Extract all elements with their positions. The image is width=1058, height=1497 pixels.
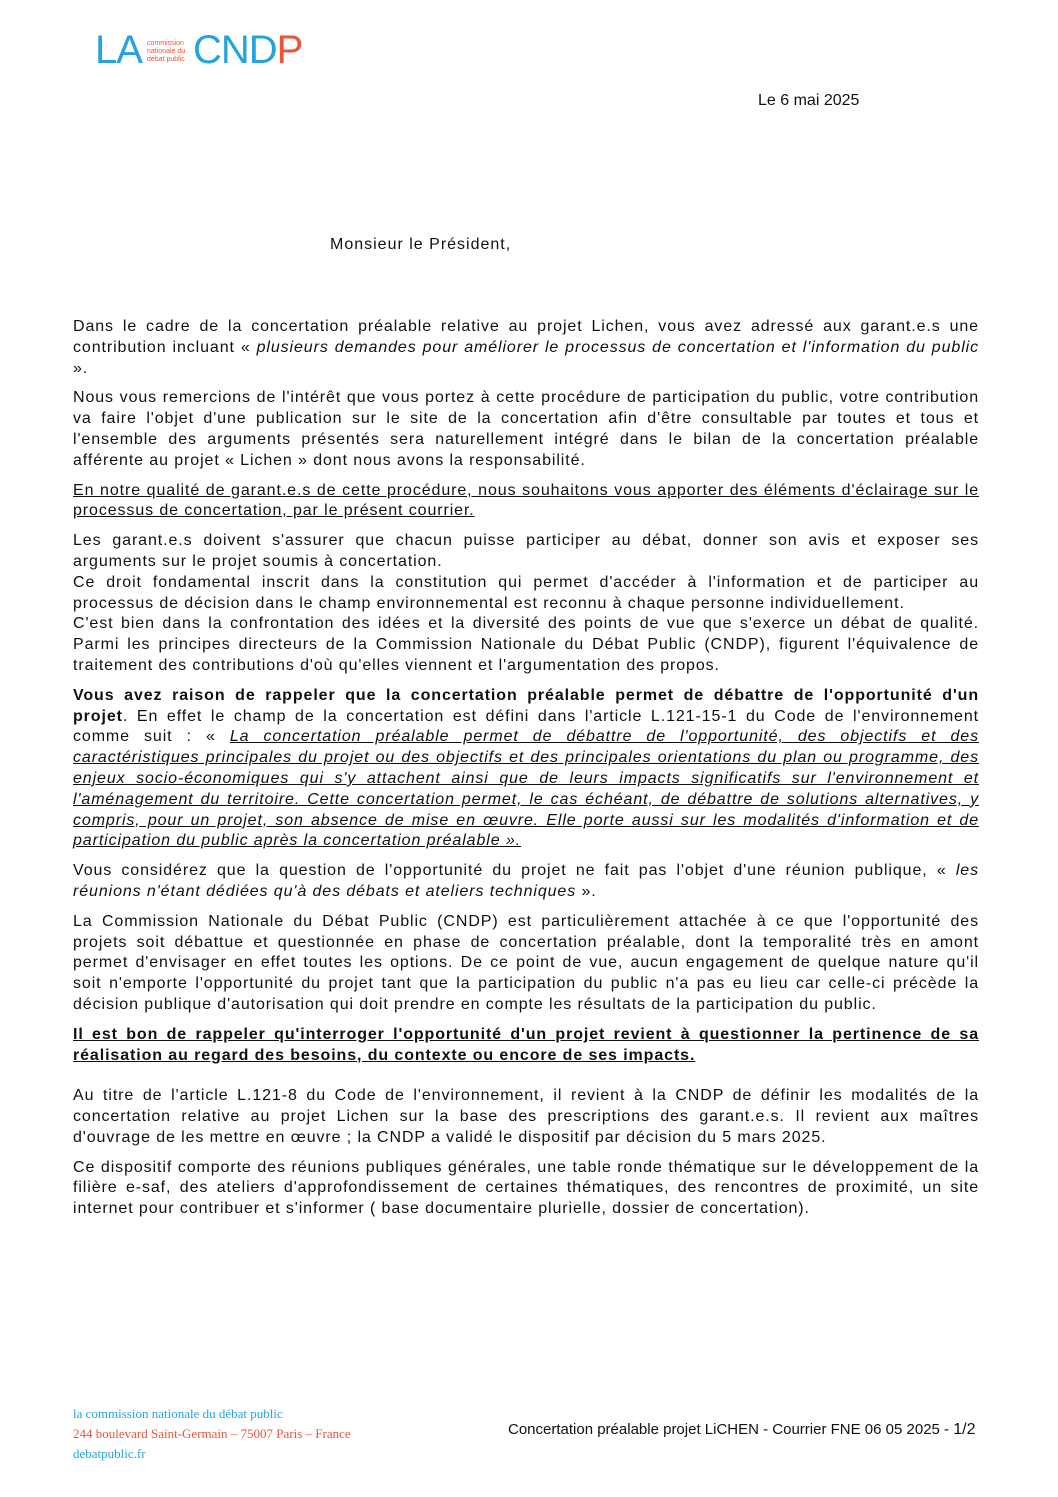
paragraph-5: Vous avez raison de rappeler que la concertation préalable permet de débattre de l'opportunité d'un projet. En effet le champ de la concertation est défini dans l'article L.121-15-1 du Code de l'environnement comme suit : « La concertation préalable permet de débattre de l'opportunité, des objectifs et des caractéristiques principales du projet ou des objectifs et des principales orientations du plan ou programme, des enjeux socio-économiques qui s'y attachent ainsi que de leurs impacts significatifs sur l'environnement et l'aménagement du territoire. Cette concertation permet, le cas échéant, de débattre de solutions alternatives, y compris, pour un projet, son absence de mise en œuvre. Elle porte aussi sur les modalités d'information et de participation du public après la concertation préalable ». xyxy=(73,686,979,850)
logo-la: LA xyxy=(95,28,142,72)
paragraph-2: Nous vous remercions de l'intérêt que vous portez à cette procédure de participation du public, votre contribution va faire l'objet d'une publication sur le site de la concertation afin d'être consultable par toutes et tous et l'ensemble des arguments présentés sera naturellement intégré dans le bilan de la concertation préalable afférente au projet « Lichen » dont nous avons la responsabilité. xyxy=(73,389,979,469)
paragraph-9: Au titre de l'article L.121-8 du Code de l'environnement, il revient à la CNDP de définir les modalités de la concertation relative au projet Lichen sur la base des prescriptions des garant.e.s. Il revient aux maîtres d'ouvrage de les mettre en œuvre ; la CNDP a validé le dispositif par décision du 5 mars 2025. xyxy=(73,1087,979,1146)
salutation: Monsieur le Président, xyxy=(330,236,512,253)
paragraph-4b: Ce droit fondamental inscrit dans la constitution qui permet d'accéder à l'information et de participer au processus de décision dans le champ environnemental est reconnu à chaque personne individuellement. xyxy=(73,573,979,612)
page-number: 1/2 xyxy=(953,1421,976,1438)
paragraph-1: Dans le cadre de la concertation préalable relative au projet Lichen, vous avez adressé aux garant.e.s une contribution incluant « plusieurs demandes pour améliorer le processus de concertation et l'information du public ». xyxy=(73,318,980,377)
paragraph-4a: Les garant.e.s doivent s'assurer que chacun puisse participer au débat, donner son avis et exposer ses arguments sur le projet soumis à concertation. xyxy=(73,532,979,570)
paragraph-4c: C'est bien dans la confrontation des idées et la diversité des points de vue que s'exerce un débat de qualité. Parmi les principes directeurs de la Commission Nationale du Débat Public (CNDP), figurent l'équivalence de traitement des contributions d'où qu'elles viennent et l'argumentation des propos. xyxy=(73,615,979,674)
footer-address xyxy=(73,1404,351,1464)
paragraph-8: Il est bon de rappeler qu'interroger l'opportunité d'un projet revient à questionner la pertinence de sa réalisation au regard des besoins, du contexte ou encore de ses impacts. xyxy=(73,1025,979,1064)
cndp-logo xyxy=(95,30,315,72)
paragraph-6: Vous considérez que la question de l'opportunité du projet ne fait pas l'objet d'une réunion publique, « les réunions n'étant dédiées qu'à des débats et ateliers techniques ». xyxy=(73,862,979,900)
footer-reference: Concertation préalable projet LiCHEN - Courrier FNE 06 05 2025 - 1/2 xyxy=(508,1421,976,1438)
letter-date: Le 6 mai 2025 xyxy=(758,92,860,109)
footer-website: debatpublic.fr xyxy=(73,1446,146,1461)
logo-cndp: CNDP xyxy=(193,28,303,72)
footer-street: 244 boulevard Saint-Germain – 75007 Paris – France xyxy=(73,1426,351,1441)
paragraph-7: La Commission Nationale du Débat Public (CNDP) est particulièrement attachée à ce que l'opportunité des projets soit débattue et questionnée en phase de concertation préalable, dont la temporalité très en amont permet d'envisager en effet toutes les options. De ce point de vue, aucun engagement de quelque nature qu'il soit n'emporte l'opportunité du projet tant que la participation du public n'a pas eu lieu car celle-ci précède la décision publique d'autorisation qui doit prendre en compte les résultats de la participation du public. xyxy=(73,912,979,1013)
paragraph-10: Ce dispositif comporte des réunions publiques générales, une table ronde thématique sur le développement de la filière e-saf, des ateliers d'approfondissement de certaines thématiques, des rencontres de proximité, un site internet pour contribuer et s'informer ( base documentaire plurielle, dossier de concertation). xyxy=(73,1158,979,1218)
logo-tagline: commission nationale du débat public xyxy=(147,40,186,63)
letter-body xyxy=(73,317,979,1229)
footer-org: la commission nationale du débat public xyxy=(73,1406,283,1421)
paragraph-3: En notre qualité de garant.e.s de cette procédure, nous souhaitons vous apporter des éléments d'éclairage sur le processus de concertation, par le présent courrier. xyxy=(73,481,979,520)
